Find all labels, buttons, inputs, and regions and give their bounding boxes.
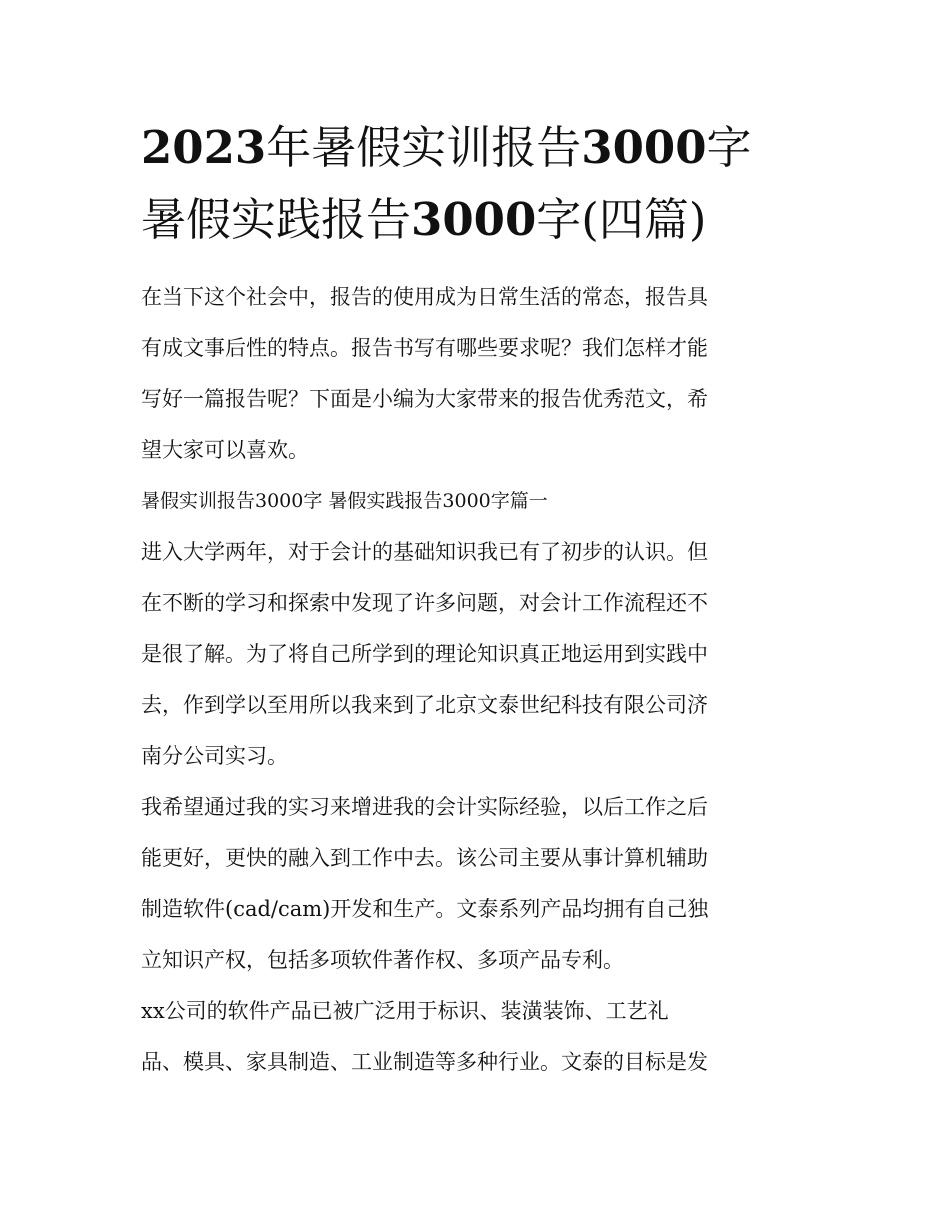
text-line: 品、模具、家具制造、工业制造等多种行业。文泰的目标是发 <box>141 1050 708 1074</box>
document-title <box>141 112 813 256</box>
body-paragraph <box>141 986 813 1088</box>
text-line: 在不断的学习和探索中发现了许多问题，对会计工作流程还不 <box>141 591 708 615</box>
text-line: 是很了解。为了将自己所学到的理论知识真正地运用到实践中 <box>141 642 708 666</box>
section-heading <box>141 476 813 527</box>
text-line: 南分公司实习。 <box>141 744 288 768</box>
text-line: 写好一篇报告呢？下面是小编为大家带来的报告优秀范文，希 <box>141 387 708 411</box>
text-line: 暑假实训报告3000字 暑假实践报告3000字篇一 <box>141 490 548 512</box>
text-line: 进入大学两年，对于会计的基础知识我已有了初步的认识。但 <box>141 540 708 564</box>
text-line: xx公司的软件产品已被广泛用于标识、装潢装饰、工艺礼 <box>141 999 669 1023</box>
text-line: 在当下这个社会中，报告的使用成为日常生活的常态，报告具 <box>141 285 708 309</box>
title-line-2: 暑假实践报告3000字(四篇) <box>141 193 707 246</box>
text-line: 制造软件(cad/cam)开发和生产。文泰系列产品均拥有自己独 <box>141 897 709 921</box>
document-body <box>141 272 813 1088</box>
intro-paragraph <box>141 272 813 476</box>
text-line: 立知识产权，包括多项软件著作权、多项产品专利。 <box>141 948 624 972</box>
text-line: 我希望通过我的实习来增进我的会计实际经验，以后工作之后 <box>141 795 708 819</box>
text-line: 望大家可以喜欢。 <box>141 438 309 462</box>
text-line: 能更好，更快的融入到工作中去。该公司主要从事计算机辅助 <box>141 846 708 870</box>
body-paragraph <box>141 782 813 986</box>
body-paragraph <box>141 527 813 782</box>
text-line: 去，作到学以至用所以我来到了北京文泰世纪科技有限公司济 <box>141 693 708 717</box>
text-line: 有成文事后性的特点。报告书写有哪些要求呢？我们怎样才能 <box>141 336 708 360</box>
document-page <box>141 112 813 1088</box>
title-line-1: 2023年暑假实训报告3000字 <box>141 121 752 174</box>
